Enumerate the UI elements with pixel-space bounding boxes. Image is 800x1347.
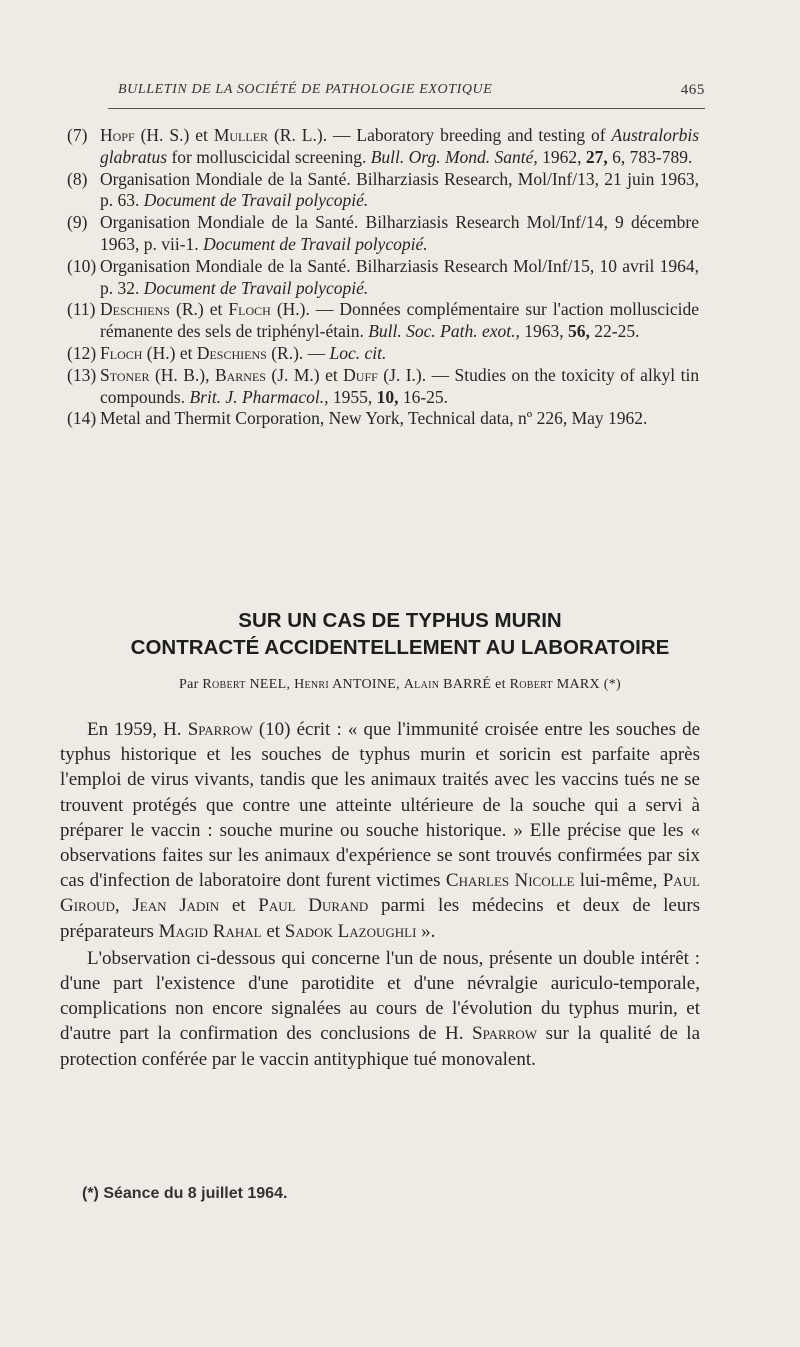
reference-author: Deschiens: [100, 299, 170, 320]
reference-author: Barnes: [214, 364, 266, 385]
body-paragraph: En 1959, H. Sparrow (10) écrit : « que l'immunité croisée entre les souches de typhus historique et les souches de typhus murin et soricin est parfaite après l'emploi de virus vivants, tandis que les animaux traités avec les vaccins tués ne se trouvent protégés que contre une atteinte ultérieure de la souche qui a servi à préparer le vaccin : souche murine ou souche historique. » Elle précise que les « observations faites sur les animaux d'expérience se sont trouvés confirmées par six cas d'infection de laboratoire dont furent victimes Charles Nicolle lui-même, Paul Giroud, Jean Jadin et Paul Durand parmi les médecins et deux de leurs préparateurs Magid Rahal et Sadok Lazoughli ».: [60, 719, 701, 942]
reference-item: (11) Deschiens (R.) et Floch (H.). — Données complémentaire sur l'action molluscicide rémanente des sels de triphényl-étain. Bull. Soc. Path. exot., 1963, 56, 22-25.: [67, 299, 700, 342]
reference-number: (13): [67, 364, 97, 385]
reference-author: Deschiens: [196, 342, 267, 363]
reference-author: Floch: [100, 342, 143, 363]
body-paragraph: L'observation ci-dessous qui concerne l'un de nous, présente un double intérêt : d'une part l'existence d'une parotidite et d'une névralgie auriculo-temporale, complications non encore signalées au cours de l'évolution du typhus murin, et d'autre part la confirmation des conclusions de H. Sparrow sur la qualité de la protection conférée par le vaccin antityphique tué monovalent.: [60, 947, 701, 1070]
reference-author: Hopf: [100, 125, 135, 145]
reference-author: Duff: [343, 364, 378, 385]
reference-number: (9): [67, 212, 88, 233]
article-title-line: SUR UN CAS DE TYPHUS MURIN: [238, 609, 562, 632]
reference-item: (10) Organisation Mondiale de la Santé. Bilharziasis Research Mol/Inf/15, 10 avril 1964, p. 32. Document de Travail polycopié.: [67, 255, 699, 298]
reference-item: (8) Organisation Mondiale de la Santé. Bilharziasis Research, Mol/Inf/13, 21 juin 1963, p. 63. Document de Travail polycopié.: [67, 168, 699, 211]
article-body: [60, 717, 700, 1072]
reference-item: (9) Organisation Mondiale de la Santé. Bilharziasis Research Mol/Inf/14, 9 décembre 1963, p. vii-1. Document de Travail polycopié.: [67, 212, 699, 254]
article-title-line: CONTRACTÉ ACCIDENTELLEMENT AU LABORATOIRE: [130, 636, 670, 659]
reference-item: (7) Hopf (H. S.) et Muller (R. L.). — Laboratory breeding and testing of Australorbis glabratus for molluscicidal screening. Bull. Org. Mond. Santé, 1962, 27, 6, 783-789.: [67, 125, 700, 167]
reference-number: (10): [67, 255, 97, 276]
page-number: 465: [680, 82, 705, 98]
running-title: BULLETIN DE LA SOCIÉTÉ DE PATHOLOGIE EXOTIQUE: [118, 82, 493, 97]
footnote: (*) Séance du 8 juillet 1964.: [82, 1185, 288, 1202]
article-title: [60, 607, 740, 661]
article-authors: Par Robert NEEL, Henri ANTOINE, Alain BARRÉ et Robert MARX (*): [179, 677, 621, 692]
reference-list: [67, 125, 699, 430]
reference-item: (13) Stoner (H. B.), Barnes (J. M.) et Duff (J. I.). — Studies on the toxicity of alkyl tin compounds. Brit. J. Pharmacol., 1955, 10, 16-25.: [67, 364, 700, 407]
reference-number: (7): [67, 125, 88, 145]
reference-number: (8): [67, 168, 88, 189]
reference-number: (14): [67, 408, 97, 429]
reference-author: Muller: [213, 125, 269, 145]
reference-item: (14) Metal and Thermit Corporation, New York, Technical data, nº 226, May 1962.: [67, 408, 648, 429]
header-rule: [108, 108, 705, 109]
reference-author: Floch: [228, 299, 271, 320]
footnote-marker: (*): [603, 677, 621, 692]
reference-item: (12) Floch (H.) et Deschiens (R.). — Loc. cit.: [67, 342, 387, 363]
reference-number: (11): [67, 299, 96, 320]
reference-author: Stoner: [100, 364, 150, 385]
reference-number: (12): [67, 342, 97, 363]
